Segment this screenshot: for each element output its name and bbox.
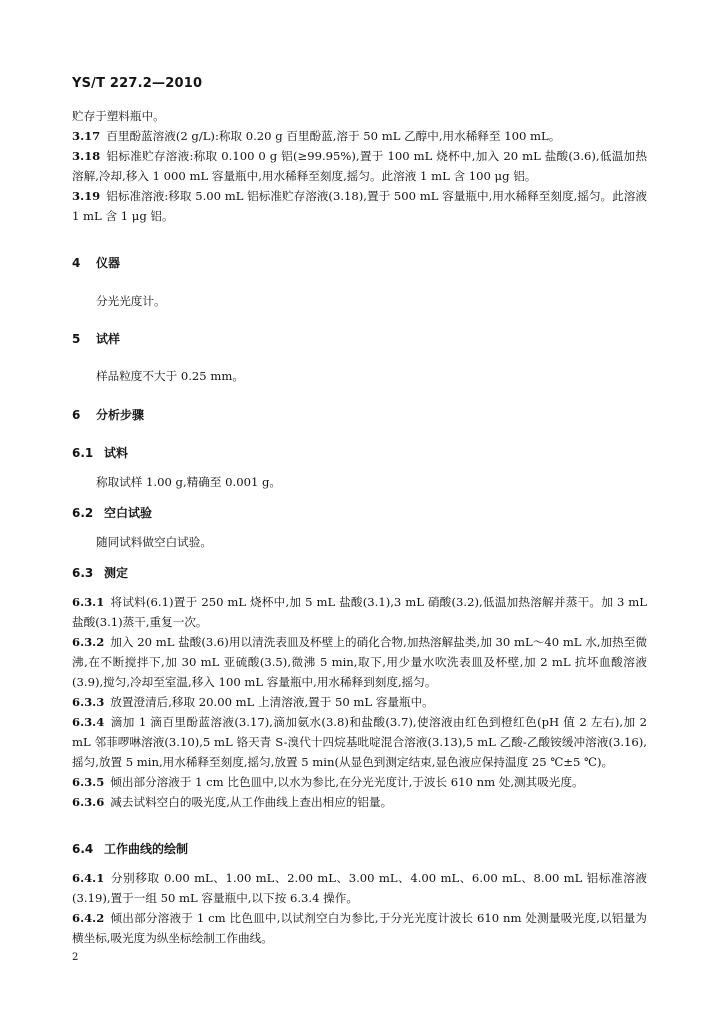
procedure-item-6-3-6: 6.3.6 减去试料空白的吸光度,从工作曲线上查出相应的铝量。 — [72, 795, 393, 809]
section-6-3-heading: 6.3 测定 — [72, 566, 129, 580]
section-5-heading: 5 试样 — [72, 332, 121, 346]
page-number: 2 — [72, 952, 79, 963]
reagent-item-3-19: 3.19 铝标准溶液:移取 5.00 mL 铝标准贮存溶液(3.18),置于 500 mL 容量瓶中,用水稀释至刻度,摇匀。此溶液 1 mL 含 1 μg 铝。 — [72, 189, 647, 223]
section-4-text: 分光光度计。 — [96, 294, 166, 308]
section-6-2-text: 随同试料做空白试验。 — [96, 535, 212, 549]
section-6-1-heading: 6.1 试料 — [72, 446, 129, 460]
reagent-item-3-17: 3.17 百里酚蓝溶液(2 g/L):称取 0.20 g 百里酚蓝,溶于 50 mL 乙醇中,用水稀释至 100 mL。 — [72, 129, 561, 143]
section-6-4-heading: 6.4 工作曲线的绘制 — [72, 842, 189, 856]
procedure-item-6-3-1: 6.3.1 将试料(6.1)置于 250 mL 烧杯中,加 5 mL 盐酸(3.1),3 mL 硝酸(3.2),低温加热溶解并蒸干。加 3 mL 盐酸(3.1)蒸干,重复一次。 — [72, 595, 647, 629]
reagent-list — [72, 106, 647, 226]
section-5-text: 样品粒度不大于 0.25 mm。 — [96, 369, 244, 383]
section-4-heading: 4 仪器 — [72, 256, 121, 270]
calibration-item-6-4-2: 6.4.2 倾出部分溶液于 1 cm 比色皿中,以试剂空白为参比,于分光光度计波长 610 nm 处测量吸光度,以铝量为横坐标,吸光度为纵坐标绘制工作曲线。 — [72, 911, 647, 945]
procedure-item-6-3-3: 6.3.3 放置澄清后,移取 20.00 mL 上清溶液,置于 50 mL 容量瓶中。 — [72, 695, 434, 709]
section-6-1-text: 称取试样 1.00 g,精确至 0.001 g。 — [96, 475, 282, 489]
section-6-2-heading: 6.2 空白试验 — [72, 506, 153, 520]
continuation-line: 贮存于塑料瓶中。 — [72, 109, 165, 123]
standard-number: YS/T 227.2—2010 — [72, 76, 203, 91]
calibration-list — [72, 868, 647, 948]
reagent-item-3-18: 3.18 铝标准贮存溶液:称取 0.100 0 g 铝(≥99.95%),置于 100 mL 烧杯中,加入 20 mL 盐酸(3.6),低温加热溶解,冷却,移入 1 000 mL 容量瓶中,用水稀释至刻度,摇匀。此溶液 1 mL 含 100 μg 铝。 — [72, 149, 647, 183]
procedure-item-6-3-4: 6.3.4 滴加 1 滴百里酚蓝溶液(3.17),滴加氨水(3.8)和盐酸(3.7),使溶液由红色到橙红色(pH 值 2 左右),加 2 mL 邻菲啰啉溶液(3.10),5 mL 铬天青 S-溴代十四烷基吡啶混合溶液(3.13),5 mL 乙酸-乙酸铵缓冲溶液(3.16),摇匀,放置 5 min,用水稀释至刻度,摇匀,放置 5 min(从显色到测定结束,显色液应保持温度 25 ℃±5 ℃)。 — [72, 715, 647, 769]
calibration-item-6-4-1: 6.4.1 分别移取 0.00 mL、1.00 mL、2.00 mL、3.00 mL、4.00 mL、6.00 mL、8.00 mL 铝标准溶液(3.19),置于一组 50 mL 容量瓶中,以下按 6.3.4 操作。 — [72, 871, 647, 905]
procedure-item-6-3-5: 6.3.5 倾出部分溶液于 1 cm 比色皿中,以水为参比,在分光光度计,于波长 610 nm 处,测其吸光度。 — [72, 775, 584, 789]
procedure-item-6-3-2: 6.3.2 加入 20 mL 盐酸(3.6)用以清洗表皿及杯壁上的硝化合物,加热溶解盐类,加 30 mL～40 mL 水,加热至微沸,在不断搅拌下,加 30 mL 亚硫酸(3.5),微沸 5 min,取下,用少量水吹洗表皿及杯壁,加 2 mL 抗坏血酸溶液(3.9),搅匀,冷却至室温,移入 100 mL 容量瓶中,用水稀释到刻度,摇匀。 — [72, 635, 647, 689]
section-6-heading: 6 分析步骤 — [72, 408, 145, 422]
procedure-list — [72, 592, 647, 812]
